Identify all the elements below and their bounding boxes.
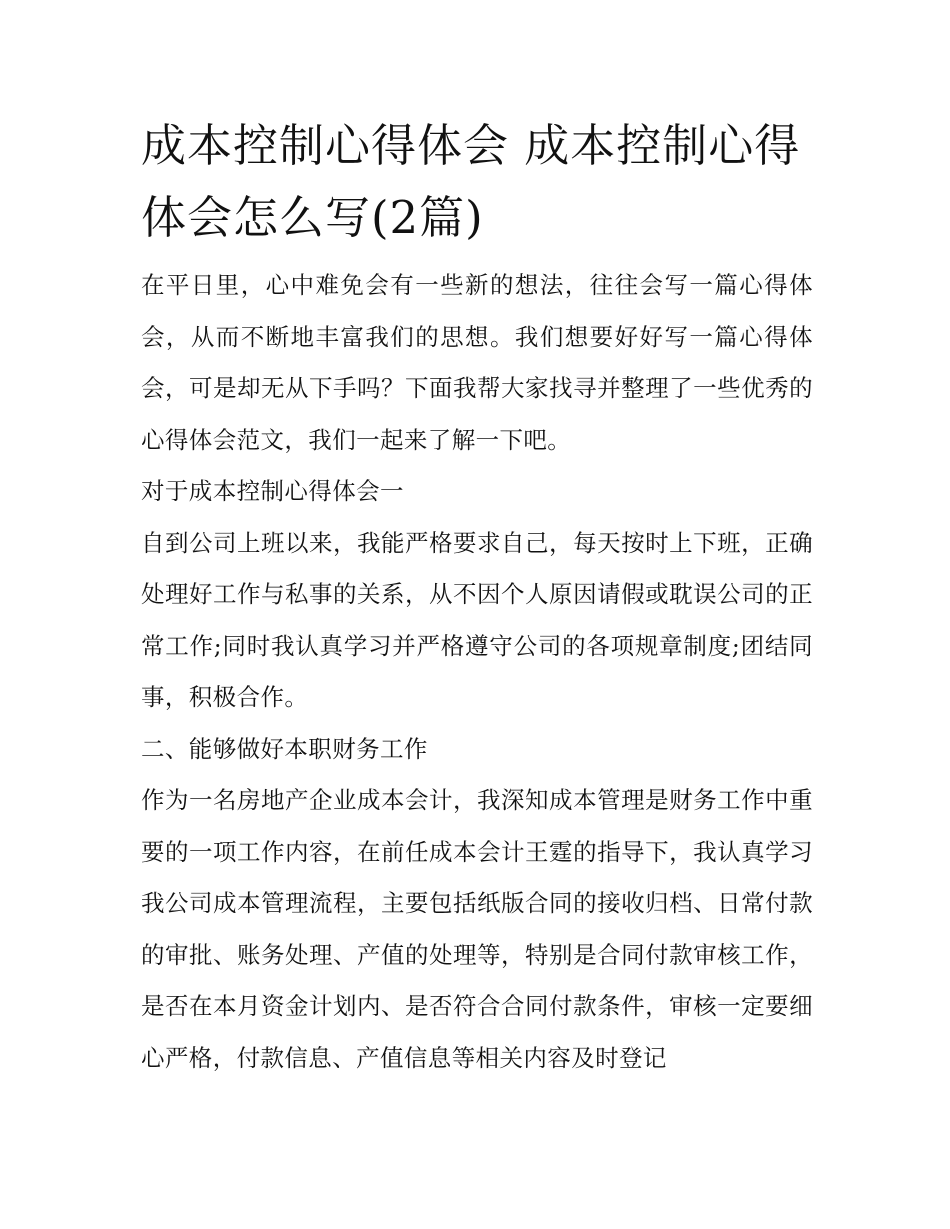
section-heading-two: 二、能够做好本职财务工作 xyxy=(141,734,428,763)
body-paragraph-attendance: 自到公司上班以来，我能严格要求自己，每天按时上下班，正确处理好工作与私事的关系，从不因个人原因请假或耽误公司的正常工作;同时我认真学习并严格遵守公司的各项规章制度;团结同事，积极合作。 xyxy=(141,528,813,711)
intro-paragraph: 在平日里，心中难免会有一些新的想法，往往会写一篇心得体会，从而不断地丰富我们的思想。我们想要好好写一篇心得体会，可是却无从下手吗？下面我帮大家找寻并整理了一些优秀的心得体会范文，我们一起来了解一下吧。 xyxy=(141,271,813,454)
document-title: 成本控制心得体会 成本控制心得体会怎么写(2篇) xyxy=(141,119,801,244)
document-page xyxy=(141,110,813,1084)
section-heading-one: 对于成本控制心得体会一 xyxy=(141,477,404,505)
body-paragraph-cost-accounting: 作为一名房地产企业成本会计，我深知成本管理是财务工作中重要的一项工作内容，在前任成本会计王霆的指导下，我认真学习我公司成本管理流程，主要包括纸版合同的接收归档、日常付款的审批、账务处理、产值的处理等，特别是合同付款审核工作，是否在本月资金计划内、是否符合合同付款条件，审核一定要细心严格，付款信息、产值信息等相关内容及时登记 xyxy=(141,786,813,1072)
